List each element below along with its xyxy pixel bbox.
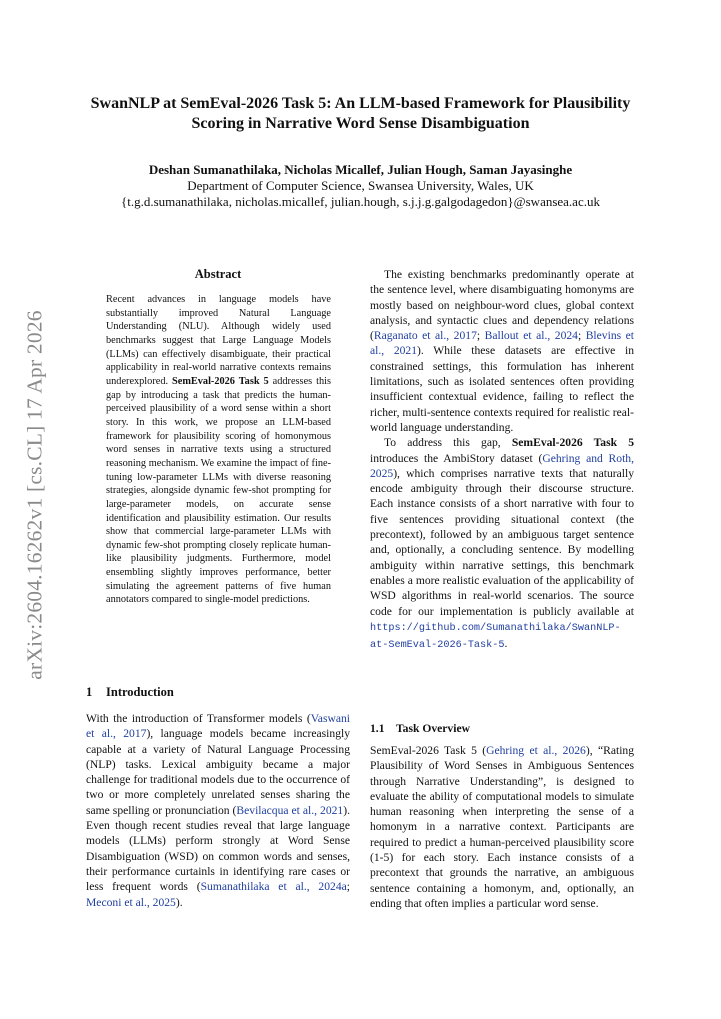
- author-block: [90, 162, 631, 210]
- task-overview-paragraph: SemEval-2026 Task 5 (Gehring et al., 2026), “Rating Plausibility of Word Senses in Ambiguous Sentences through Narrative Understanding”, is designed to evaluate the ability of computational models to simulate human reasoning when interpreting the sense of a homonym in a narrative context. Participants are required to predict a human-perceived plausibility score (1-5) for each story. Each instance consists of a precontext that grounds the narrative, an ambiguous sentence containing a homonym, and, optionally, an ending that often implies a particular word sense.: [370, 744, 635, 910]
- author-emails: {t.g.d.sumanathilaka, nicholas.micallef, julian.hough, s.j.j.g.galgodagedon}@swansea.ac.uk: [121, 194, 600, 209]
- right-column-body: [370, 267, 634, 653]
- arxiv-identifier[interactable]: arXiv:2604.16262v1 [cs.CL] 17 Apr 2026: [22, 310, 47, 680]
- citation-link[interactable]: Vaswani et al., 2017: [86, 712, 350, 741]
- arxiv-stamp: [20, 300, 50, 690]
- intro-paragraph: With the introduction of Transformer models (Vaswani et al., 2017), language models became increasingly capable at a variety of Natural Language Processing (NLP) tasks. Lexical ambiguity became a major challenge for traditional models due to the occurrence of two or more completely unrelated senses sharing the same spelling or pronunciation (Bevilacqua et al., 2021). Even though recent studies reveal that large language models (LLMs) perform strongly at Word Sense Disambiguation (WSD) on common words and senses, their performance curtainls in identifying rare cases or less frequent words (Sumanathilaka et al., 2024a; Meconi et al., 2025).: [86, 712, 351, 909]
- benchmark-paragraph: The existing benchmarks predominantly operate at the sentence level, where disambiguating homonyms are mostly based on neighbour-word clues, global context analysis, and syntactic clues and dependency relations (Raganato et al., 2017; Ballout et al., 2024; Blevins et al., 2021). While these datasets are effective in constrained settings, this formulation has inherent limitations, such as isolated sentences often providing insufficient contextual evidence, failing to reflect the richer, multi-sentence contexts required for realistic real-world language understanding.: [370, 268, 635, 434]
- citation-link[interactable]: Raganato et al., 2017: [373, 329, 477, 343]
- abstract-heading: Abstract: [194, 267, 242, 281]
- citation-link[interactable]: Gehring and Roth, 2025: [370, 451, 634, 480]
- abstract-body: Recent advances in language models have substantially improved Natural Language Understanding (NLU). Although widely used benchmarks suggest that Large Language Models (LLMs) can effectively disambiguate, their practical applicability in real-world narrative contexts remains underexplored. SemEval-2026 Task 5 addresses this gap by introducing a task that predicts the human-perceived plausibility of a word sense within a short story. In this work, we propose an LLM-based framework for plausibility scoring of homonymous word senses in narrative texts using a structured reasoning mechanism. We examine the impact of fine-tuning low-parameter LLMs with diverse reasoning strategies, alongside dynamic few-shot prompting for large-parameter models, on accurate sense identification and plausibility estimation. Our results show that commercial large-parameter LLMs with dynamic few-shot prompting closely replicate human-like plausibility judgments. Furthermore, model ensembling slightly improves performance, better simulating the agreement patterns of five human annotators compared to single-model predictions.: [106, 294, 332, 606]
- citation-link[interactable]: Bevilacqua et al., 2021: [236, 803, 344, 817]
- citation-link[interactable]: Sumanathilaka et al., 2024a: [200, 880, 347, 894]
- citation-link[interactable]: Blevins et al., 2021: [370, 329, 634, 358]
- paper-title: SwanNLP at SemEval-2026 Task 5: An LLM-based Framework for Plausibility Scoring in Narrative Word Sense Disambiguation: [90, 95, 631, 132]
- task-name-bold: SemEval-2026 Task 5: [172, 375, 269, 387]
- citation-link[interactable]: Ballout et al., 2024: [484, 329, 578, 343]
- left-column-body: [86, 711, 350, 910]
- subsection-heading-task-overview: 1.1 Task Overview: [370, 722, 470, 735]
- citation-link[interactable]: Gehring et al., 2026: [486, 744, 586, 757]
- section-heading-introduction: 1 Introduction: [86, 685, 174, 699]
- citation-link[interactable]: Meconi et al., 2025: [86, 895, 176, 909]
- task-overview-body: [370, 743, 634, 911]
- dataset-paragraph: To address this gap, SemEval-2026 Task 5 introduces the AmbiStory dataset (Gehring and Roth, 2025), which comprises narrative texts that naturally encode ambiguity through their discourse structure. Each instance consists of a short narrative with four to five sentences providing situational context (the precontext), followed by an ambiguous target sentence and, optionally, a concluding sentence. By modelling ambiguity within narrative settings, this benchmark enables a more realistic evaluation of the applicability of WSD algorithms in real-world scenarios. The source code for our implementation is publicly available at https://github.com/Sumanathilaka/SwanNLP-at-SemEval-2026-Task-5.: [370, 436, 634, 652]
- github-url-link[interactable]: https://github.com/Sumanathilaka/SwanNLP-at-SemEval-2026-Task-5: [370, 622, 621, 652]
- author-names: Deshan Sumanathilaka, Nicholas Micallef, Julian Hough, Saman Jayasinghe: [148, 162, 573, 177]
- affiliation: Department of Computer Science, Swansea University, Wales, UK: [187, 178, 534, 193]
